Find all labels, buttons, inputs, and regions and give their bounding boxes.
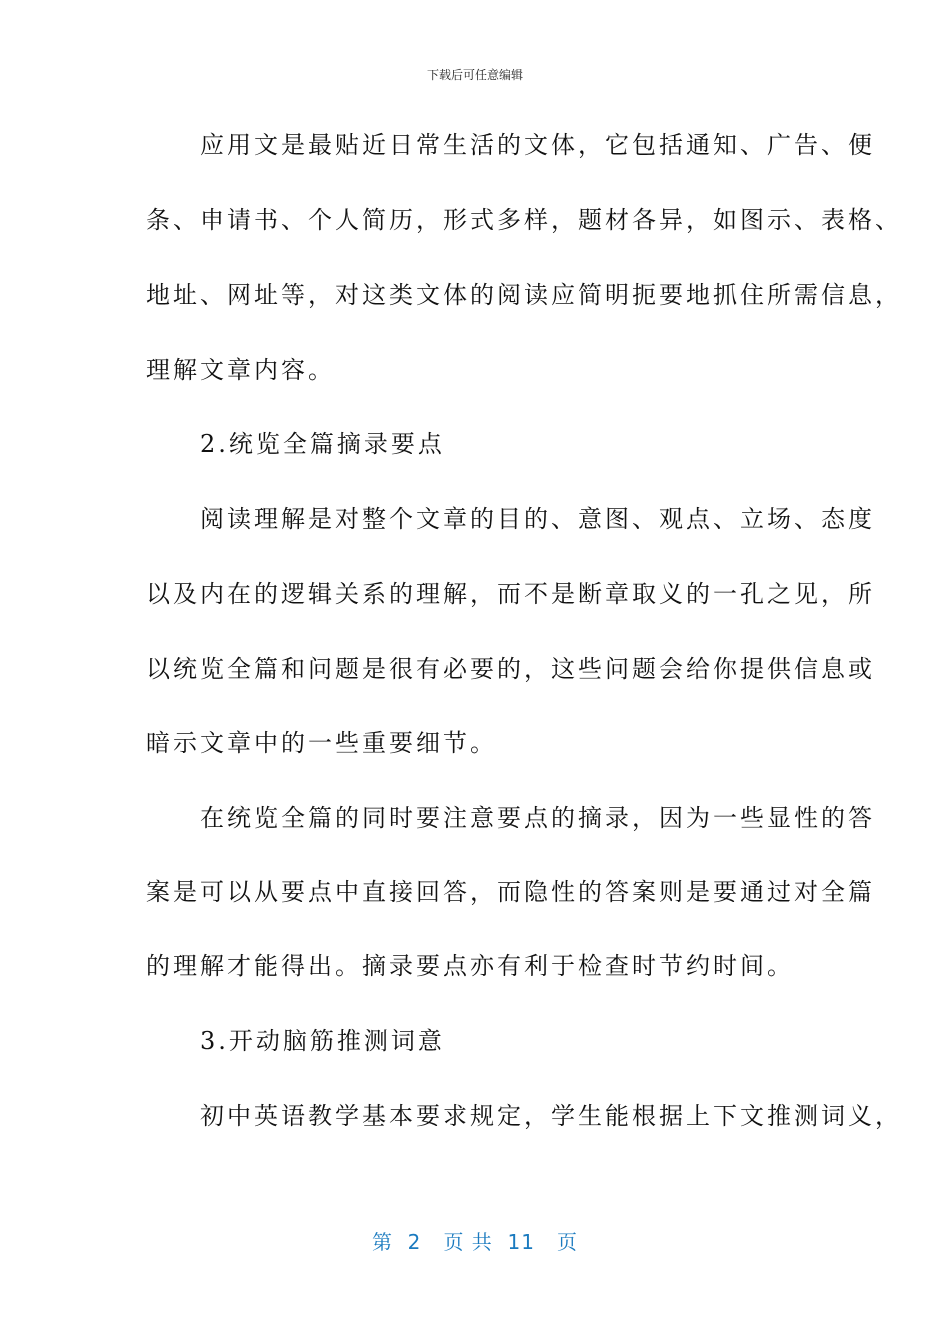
body-line: 应用文是最贴近日常生活的文体，它包括通知、广告、便 bbox=[146, 131, 875, 159]
page-header: 下载后可任意编辑 bbox=[426, 68, 523, 82]
body-line: 理解文章内容。 bbox=[146, 356, 335, 384]
body-line: 暗示文章中的一些重要细节。 bbox=[146, 729, 497, 757]
body-line: 以及内在的逻辑关系的理解，而不是断章取义的一孔之见，所 bbox=[146, 580, 875, 608]
body-line: 地址、网址等，对这类文体的阅读应简明扼要地抓住所需信息， bbox=[146, 281, 902, 309]
body-line: 在统览全篇的同时要注意要点的摘录，因为一些显性的答 bbox=[146, 804, 875, 832]
body-line: 以统览全篇和问题是很有必要的，这些问题会给你提供信息或 bbox=[146, 655, 875, 683]
body-line: 初中英语教学基本要求规定，学生能根据上下文推测词义， bbox=[146, 1102, 902, 1130]
section-heading: 2.统览全篇摘录要点 bbox=[146, 430, 445, 458]
page-number-footer: 第 2 页 共 11 页 bbox=[371, 1230, 579, 1254]
section-heading: 3.开动脑筋推测词意 bbox=[146, 1027, 445, 1055]
body-line: 阅读理解是对整个文章的目的、意图、观点、立场、态度 bbox=[146, 505, 875, 533]
body-line: 的理解才能得出。摘录要点亦有利于检查时节约时间。 bbox=[146, 952, 794, 980]
body-line: 案是可以从要点中直接回答，而隐性的答案则是要通过对全篇 bbox=[146, 878, 875, 906]
body-line: 条、申请书、个人简历，形式多样，题材各异，如图示、表格、 bbox=[146, 206, 902, 234]
